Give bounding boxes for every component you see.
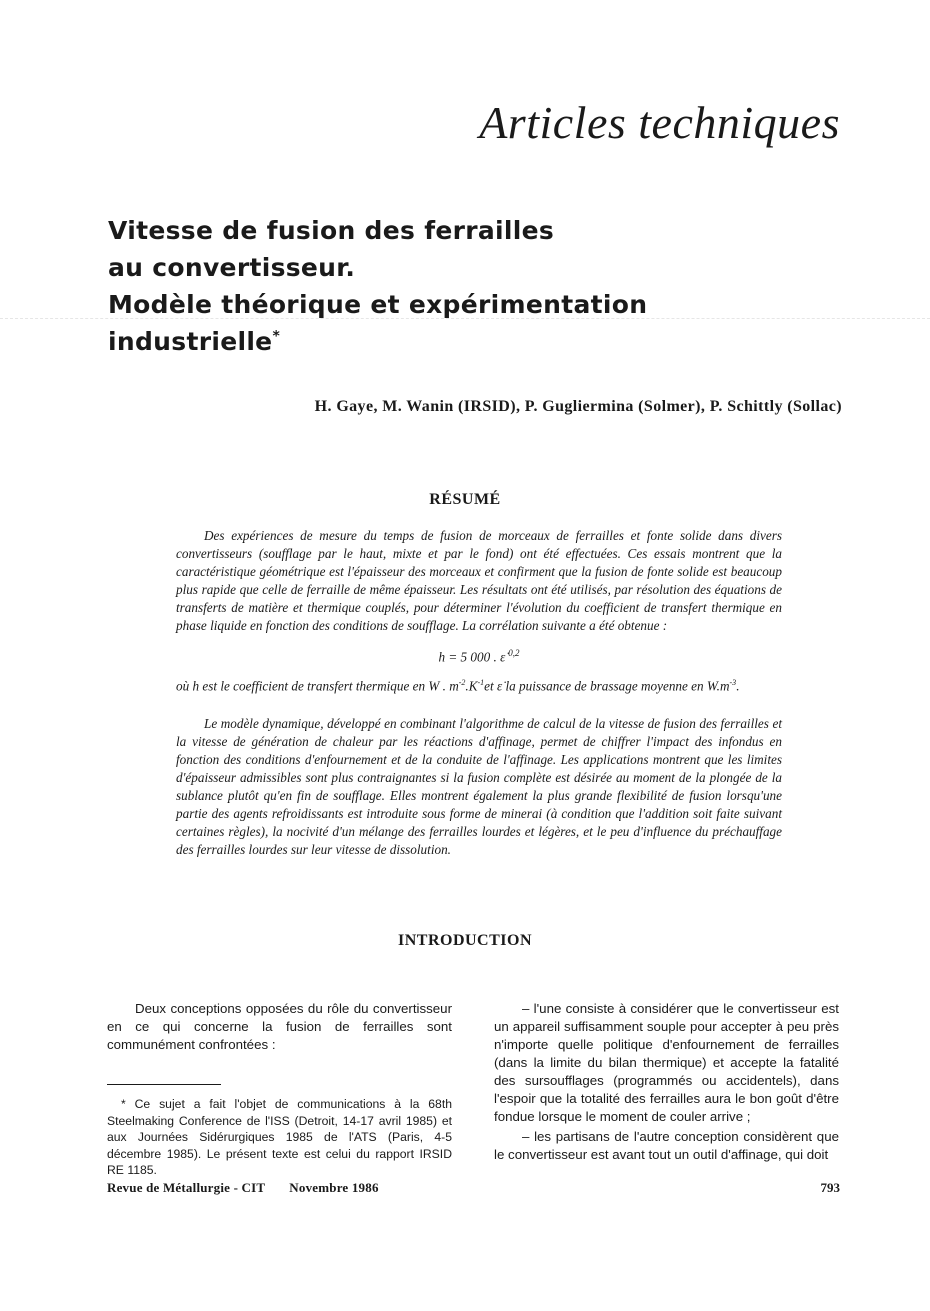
formula-exponent: 0,2 (508, 647, 520, 658)
explanation-text-1: où h est le coefficient de transfert thermique en W . m (176, 678, 459, 694)
title-line-3: Modèle théorique et expérimentation (108, 290, 648, 319)
page-number: 793 (820, 1180, 840, 1195)
intro-left-paragraph: Deux conceptions opposées du rôle du convertisseur en ce qui concerne la fusion de ferrailles sont communément confrontées : (107, 1001, 452, 1052)
formula-main: h = 5 000 . ε̇ (438, 648, 506, 664)
section-heading: Articles techniques (479, 97, 840, 148)
left-column (107, 1000, 452, 1054)
journal-name: Revue de Métallurgie - CIT (107, 1180, 266, 1195)
intro-right-paragraph-1: – l'une consiste à considérer que le convertisseur est un appareil suffisamment souple pour accepter à peu près n'importe quelle politique d'enfournement de ferrailles (dans la limite du bilan thermique) et accepte la fatalité des sursoufflages (programmés ou accidentels), dans l'espoir que la totalité des ferrailles aura le bon goût d'être fondue lorsque le moment de couler arrive ; (494, 1001, 839, 1124)
explanation-sup-2: -1 (477, 678, 485, 688)
resume-heading: RÉSUMÉ (429, 491, 501, 508)
explanation-text-2: .K (465, 678, 478, 694)
title-line-4: industrielle (108, 327, 273, 356)
issue-date: Novembre 1986 (289, 1180, 379, 1195)
right-column (494, 1000, 839, 1164)
article-title (108, 212, 748, 360)
explanation-sup-1: -2 (458, 678, 466, 688)
explanation-text-3: et ε̇ la puissance de brassage moyenne en W.m (484, 678, 730, 694)
correlation-formula (176, 644, 782, 666)
explanation-sup-3: -3 (729, 678, 737, 688)
authors: H. Gaye, M. Wanin (IRSID), P. Gugliermina (Solmer), P. Schittly (Sollac) (314, 398, 842, 415)
explanation-text-4: . (736, 678, 740, 694)
footnote: * Ce sujet a fait l'objet de communications à la 68th Steelmaking Conference de l'ISS (Detroit, 14-17 avril 1985) et aux Journées Sidérurgiques 1985 de l'ATS (Paris, 4-5 décembre 1985). Le présent texte est celui du rapport IRSID RE 1185. (107, 1097, 452, 1177)
introduction-heading: INTRODUCTION (397, 932, 532, 949)
title-line-1: Vitesse de fusion des ferrailles (108, 216, 555, 245)
footnote-divider (107, 1084, 221, 1085)
formula-explanation (176, 674, 782, 695)
abstract-paragraph-2: Le modèle dynamique, développé en combinant l'algorithme de calcul de la vitesse de fusion des ferrailles et la vitesse de génération de chaleur par les réactions d'affinage, permet de chiffrer l'impact des infondus en fonction des conditions d'enfournement et de la conduite de l'affinage. Les applications montrent que les limites d'épaisseur admissibles sont plus contraignantes si la fusion complète est désirée au moment de la plongée de la sublance plutôt qu'en fin de soufflage. Elles montrent également la plus grande flexibilité de fusion lorsqu'une partie des agents refroidissants est introduite sous forme de minerai (à condition que l'addition soit faite suivant certaines règles), la nocivité d'un mélange des ferrailles lourdes et légères, et le peu d'influence du préchauffage des ferrailles lourdes sur leur vitesse de dissolution. (176, 715, 782, 858)
footer-journal-info (107, 1180, 403, 1196)
abstract (176, 527, 782, 859)
title-line-2: au convertisseur. (108, 253, 356, 282)
title-footnote-marker: * (272, 328, 281, 345)
intro-right-paragraph-2: – les partisans de l'autre conception considèrent que le convertisseur est avant tout un outil d'affinage, qui doit (494, 1129, 839, 1162)
abstract-paragraph-1: Des expériences de mesure du temps de fusion de morceaux de ferrailles et fonte solide dans divers convertisseurs (soufflage par le haut, mixte et par le fond) ont été effectuées. Ces essais montrent que la caractéristique géométrique est l'épaisseur des morceaux et confirment que la fusion de fonte solide est beaucoup plus rapide que celle de ferraille de même épaisseur. Les résultats ont été utilisés, par résolution des équations de transferts de matière et thermique couplés, pour déterminer l'évolution du coefficient de transfert thermique en phase liquide en fonction des conditions de soufflage. La corrélation suivante a été obtenue : (176, 528, 782, 634)
